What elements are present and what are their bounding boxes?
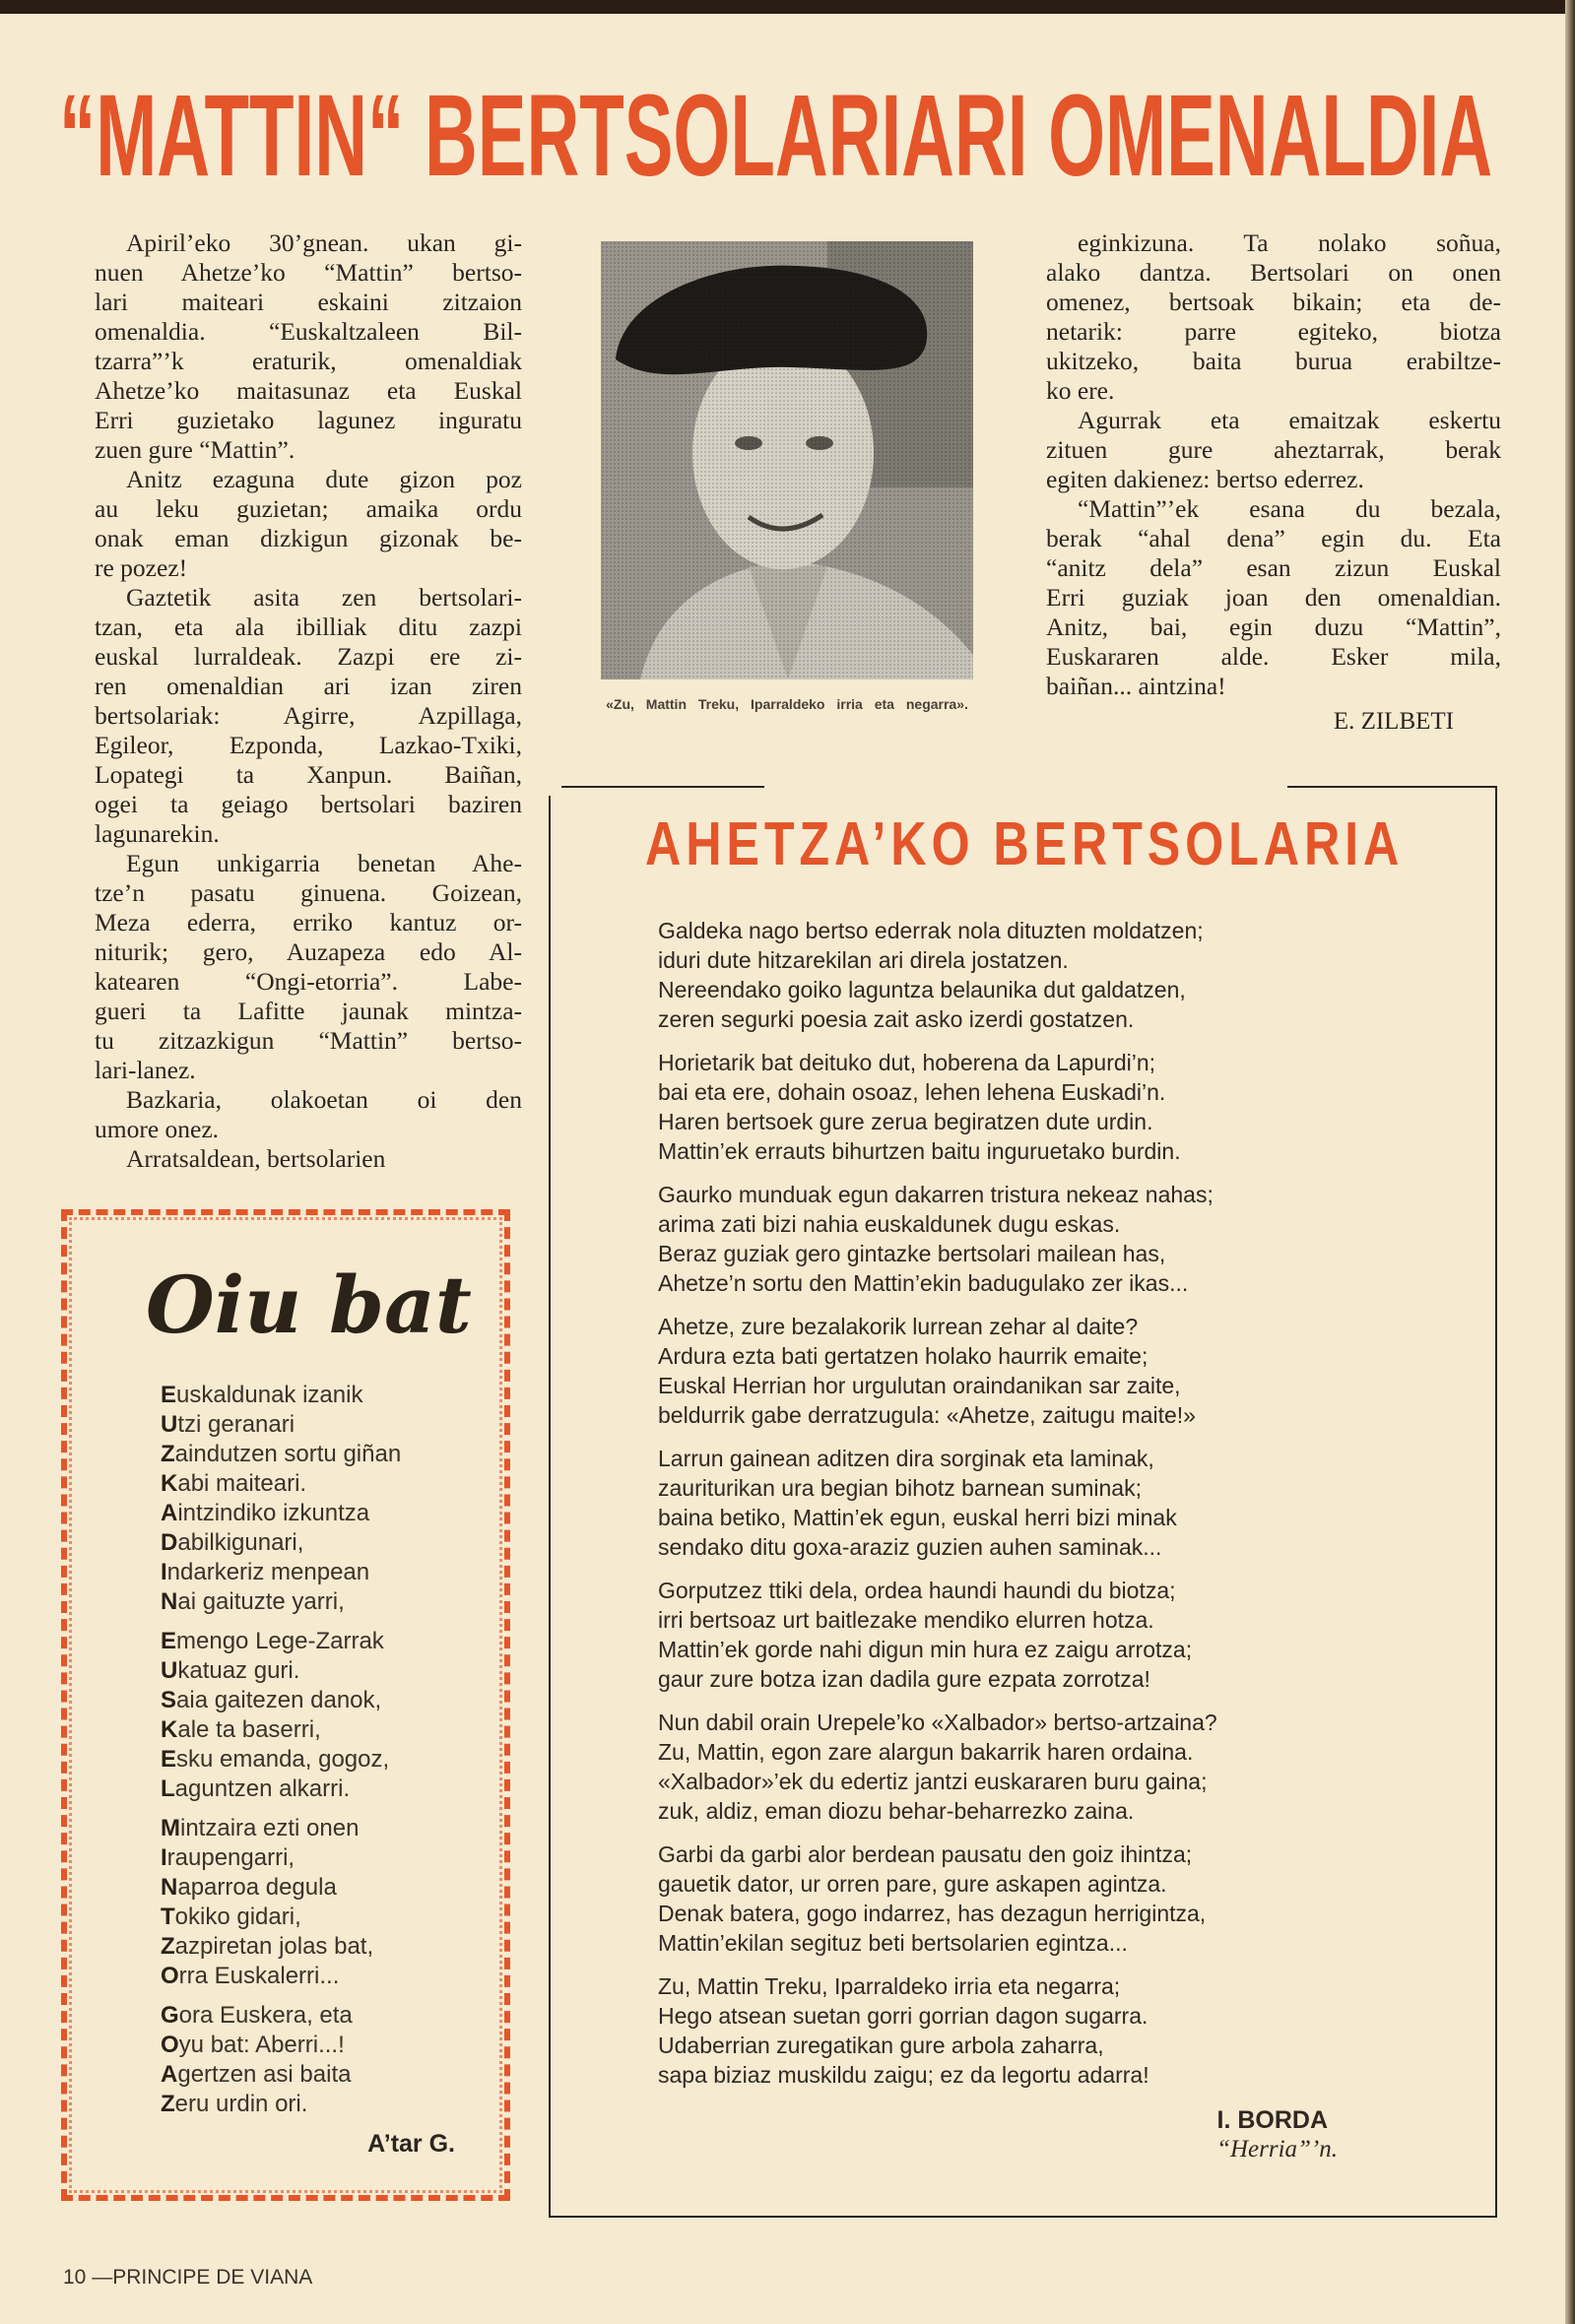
verse-text: aguntzen alkarri. xyxy=(174,1775,351,1802)
verse-line xyxy=(161,1410,504,1440)
text-line: zuen gure “Mattin”. xyxy=(95,435,295,464)
text-line: Gaztetik asita zen bertsolari- xyxy=(126,583,522,612)
verse-text: ale ta baserri, xyxy=(177,1716,321,1743)
verse-line xyxy=(161,1656,504,1686)
text-line: Lopategi ta Xanpun. Baiñan, xyxy=(95,760,522,789)
photo-block xyxy=(552,241,1022,713)
stanza xyxy=(658,1312,1456,1430)
verse-line: irri bertsoaz urt baitlezake mendiko elurren hotza. xyxy=(658,1607,1154,1633)
verse-line: Hego atsean suetan gorri gorrian dagon sugarra. xyxy=(658,2003,1148,2029)
verse-line xyxy=(161,1440,504,1469)
acrostic-initial: O xyxy=(161,2032,179,2058)
poem-source: “Herria”’n. xyxy=(1216,2136,1338,2163)
verse-text: tzi geranari xyxy=(177,1411,295,1438)
verse-line: Galdeka nago bertso ederrak nola dituzten moldatzen; xyxy=(658,918,1204,943)
verse-text: okiko gidari, xyxy=(174,1904,301,1930)
verse-line: Gaurko munduak egun dakarren tristura nekeaz nahas; xyxy=(658,1182,1214,1207)
verse-line xyxy=(161,1715,504,1745)
verse-line: zuk, aldiz, eman diozu behar-beharrezko zaina. xyxy=(658,1798,1135,1824)
verse-text: katuaz guri. xyxy=(177,1657,300,1684)
acrostic-initial: A xyxy=(161,2061,178,2088)
verse-line xyxy=(161,1903,504,1932)
acrostic-initial: N xyxy=(161,1874,178,1901)
text-line: Agurrak eta emaitzak eskertu xyxy=(1078,406,1501,434)
verse-line xyxy=(161,1499,504,1528)
poem-box-left-rule xyxy=(549,796,551,2218)
poem-box-bottom-rule xyxy=(549,2216,1497,2218)
verse-line: Zu, Mattin Treku, Iparraldeko irria eta negarra; xyxy=(658,1973,1121,1999)
poem-signature xyxy=(658,2105,1456,2164)
verse-line: Mattin’ek errauts bihurtzen baitu inguruetako burdin. xyxy=(658,1138,1181,1164)
text-line: Bazkaria, olakoetan oi den xyxy=(126,1085,522,1114)
acrostic-initial: Z xyxy=(161,1933,175,1960)
stanza xyxy=(161,2001,504,2119)
text-line: eginkizuna. Ta nolako soñua, xyxy=(1078,228,1501,257)
acrostic-initial: I xyxy=(161,1559,167,1585)
text-line: Anitz, bai, egin duzu “Mattin”, xyxy=(1046,613,1501,641)
text-line: ko ere. xyxy=(1046,376,1115,405)
acrostic-initial: A xyxy=(161,1500,178,1526)
text-line: au leku guzietan; amaika ordu xyxy=(95,494,522,523)
verse-line: sendako ditu goxa-araziz guzien auhen saminak... xyxy=(658,1534,1162,1560)
text-line: ren omenaldian ari izan ziren xyxy=(95,672,522,700)
verse-line: Nereendako goiko laguntza belaunika dut galdatzen, xyxy=(658,977,1186,1002)
verse-line: Udaberrian zuregatikan gure arbola zaharra, xyxy=(658,2033,1104,2058)
verse-line xyxy=(161,1469,504,1499)
verse-line: Garbi da garbi alor berdean pausatu den goiz ihintza; xyxy=(658,1841,1193,1867)
acrostic-initial: K xyxy=(161,1716,178,1743)
sidebar-poem-box xyxy=(61,1209,510,2201)
text-line: gueri ta Lafitte jaunak mintza- xyxy=(95,997,522,1025)
verse-line: baina betiko, Mattin’ek egun, euskal herri bizi minak xyxy=(658,1505,1177,1530)
acrostic-initial: S xyxy=(161,1687,177,1713)
verse-text: mengo Lege-Zarrak xyxy=(176,1628,384,1654)
verse-line: Nun dabil orain Urepele’ko «Xalbador» bertso-artzaina? xyxy=(658,1710,1217,1735)
publication-name: —PRINCIPE DE VIANA xyxy=(92,2266,313,2289)
acrostic-initial: Z xyxy=(161,1441,175,1467)
text-line: zituen gure aheztarrak, berak xyxy=(1046,435,1501,464)
verse-line xyxy=(161,2090,504,2119)
text-line: niturik; gero, Auzapeza edo Al- xyxy=(95,937,522,966)
acrostic-initial: E xyxy=(161,1382,177,1408)
verse-text: ai gaituzte yarri, xyxy=(177,1588,345,1615)
verse-text: abi maiteari. xyxy=(177,1470,307,1497)
verse-line xyxy=(161,1745,504,1775)
verse-text: aia gaitezen danok, xyxy=(176,1687,382,1713)
verse-line xyxy=(161,1627,504,1656)
verse-line: Ardura ezta bati gertatzen holako haurrik emaite; xyxy=(658,1343,1148,1369)
stanza xyxy=(658,1971,1456,2090)
stanza xyxy=(658,1708,1456,1826)
text-line: bertsolariak: Agirre, Azpillaga, xyxy=(95,701,522,730)
sidebar-poem-title: Oiu bat xyxy=(146,1259,472,1351)
scan-top-edge xyxy=(0,0,1575,14)
verse-line: Denak batera, gogo indarrez, has dezagun herrigintza, xyxy=(658,1901,1207,1926)
verse-line: arima zati bizi nahia euskaldunek dugu eskas. xyxy=(658,1211,1121,1237)
verse-text: ndarkeriz menpean xyxy=(166,1559,370,1585)
text-line: nuen Ahetze’ko “Mattin” bertso- xyxy=(95,258,522,287)
text-line: Apiril’eko 30’gnean. ukan gi- xyxy=(126,228,522,257)
text-line: netarik: parre egiteko, biotza xyxy=(1046,317,1501,346)
text-line: berak “ahal dena” egin du. Eta xyxy=(1046,524,1501,552)
verse-line: Gorputzez ttiki dela, ordea haundi haundi du biotza; xyxy=(658,1578,1176,1603)
verse-line: gauetik dator, ur orren pare, gure askapen agintza. xyxy=(658,1871,1167,1897)
verse-text: aindutzen sortu giñan xyxy=(174,1441,402,1467)
text-line: umore onez. xyxy=(95,1115,220,1143)
verse-line: iduri dute hitzarekilan ari direla jostatzen. xyxy=(658,947,1069,973)
verse-line: beldurrik gabe derratzugula: «Ahetze, zaitugu maite!» xyxy=(658,1402,1196,1428)
acrostic-initial: K xyxy=(161,1470,178,1497)
stanza xyxy=(161,1627,504,1804)
article-author: E. ZILBETI xyxy=(1333,708,1454,735)
text-line: “Mattin”’ek esana du bezala, xyxy=(1078,494,1501,523)
verse-line xyxy=(161,1528,504,1558)
verse-text: sku emanda, gogoz, xyxy=(176,1746,390,1773)
text-line: euskal lurraldeak. Zazpi ere zi- xyxy=(95,642,522,671)
verse-line xyxy=(161,1558,504,1587)
text-line: egiten dakienez: bertso ederrez. xyxy=(1046,465,1364,493)
poem-box-top-rule-right xyxy=(1287,786,1496,788)
acrostic-initial: U xyxy=(161,1411,178,1438)
text-line: tu zitzazkigun “Mattin” bertso- xyxy=(95,1026,522,1055)
stanza xyxy=(161,1381,504,1617)
verse-line: bai eta ere, dohain osoaz, lehen lehena Euskadi’n. xyxy=(658,1079,1166,1105)
text-line: Anitz ezaguna dute gizon poz xyxy=(126,465,522,493)
stanza xyxy=(658,1576,1456,1694)
verse-text: aparroa degula xyxy=(177,1874,337,1901)
text-line: lagunarekin. xyxy=(95,819,220,848)
verse-text: azpiretan jolas bat, xyxy=(174,1933,374,1960)
verse-line: Ahetze, zure bezalakorik lurrean zehar al daite? xyxy=(658,1314,1139,1339)
verse-line: Haren bertsoek gure zerua begiratzen dute urdin. xyxy=(658,1109,1153,1134)
verse-text: uskaldunak izanik xyxy=(176,1382,363,1408)
page-number: 10 xyxy=(63,2266,87,2289)
acrostic-initial: D xyxy=(161,1529,178,1556)
text-line: lari maiteari eskaini zitzaion xyxy=(95,288,522,316)
verse-line xyxy=(161,1873,504,1903)
verse-text: intzaira ezti onen xyxy=(180,1815,360,1841)
text-line: Erri guzietako lagunez inguratu xyxy=(95,406,522,434)
poem-author: I. BORDA xyxy=(1216,2106,1328,2134)
stanza xyxy=(658,1444,1456,1562)
verse-line: Mattin’ekilan segituz beti bertsolarien egintza... xyxy=(658,1930,1128,1956)
verse-text: eru urdin ori. xyxy=(174,2091,308,2117)
verse-line xyxy=(161,2031,504,2060)
text-line: tzan, eta ala ibilliak ditu zazpi xyxy=(95,613,522,641)
verse-line xyxy=(161,1686,504,1715)
verse-text: rra Euskalerri... xyxy=(178,1963,340,1989)
verse-line: zauriturikan ura begian bihotz barnean suminak; xyxy=(658,1475,1142,1501)
verse-line xyxy=(161,1843,504,1873)
verse-line: Zu, Mattin, egon zare alargun bakarrik haren ordaina. xyxy=(658,1739,1194,1765)
text-line: baiñan... aintzina! xyxy=(1046,672,1226,700)
verse-line: Ahetze’n sortu den Mattin’ekin badugulako zer ikas... xyxy=(658,1270,1189,1296)
text-line: “anitz dela” esan zizun Euskal xyxy=(1046,553,1501,582)
text-line: ukitzeko, baita burua erabiltze- xyxy=(1046,347,1501,375)
verse-line: sapa biziaz muskildu zaigu; ez da legortu adarra! xyxy=(658,2062,1149,2088)
poem-box-top-rule-left xyxy=(561,786,764,788)
stanza xyxy=(161,1814,504,1991)
verse-line: Horietarik bat deituko dut, hoberena da Lapurdi’n; xyxy=(658,1050,1156,1075)
text-line: Euskararen alde. Esker mila, xyxy=(1046,642,1501,671)
text-line: katearen “Ongi-etorria”. Labe- xyxy=(95,967,522,996)
sidebar-poem-body xyxy=(161,1381,504,2119)
verse-text: gertzen asi baita xyxy=(177,2061,352,2088)
text-line: Egun unkigarria benetan Ahe- xyxy=(126,849,522,877)
acrostic-initial: E xyxy=(161,1746,177,1773)
verse-text: raupengarri, xyxy=(166,1844,295,1871)
text-line: omenez, bertsoak bikain; eta de- xyxy=(1046,288,1501,316)
poem-body xyxy=(658,916,1456,2164)
stanza xyxy=(658,1840,1456,1958)
scan-right-edge xyxy=(1565,0,1575,2324)
acrostic-initial: O xyxy=(161,1963,179,1989)
verse-line xyxy=(161,2001,504,2031)
text-line: Ahetze’ko maitasunaz eta Euskal xyxy=(95,376,522,405)
poem-title: AHETZA’KO BERTSOLARIA xyxy=(645,810,1405,878)
acrostic-initial: N xyxy=(161,1588,178,1615)
poem-box-right-rule xyxy=(1495,786,1497,2218)
verse-line: Larrun gainean aditzen dira sorginak eta laminak, xyxy=(658,1446,1154,1471)
text-line: omenaldia. “Euskaltzaleen Bil- xyxy=(95,317,522,346)
text-line: re pozez! xyxy=(95,553,188,582)
acrostic-initial: E xyxy=(161,1628,177,1654)
text-line: tze’n pasatu ginuena. Goizean, xyxy=(95,878,522,907)
text-line: Arratsaldean, bertsolarien xyxy=(126,1144,386,1173)
page-footer xyxy=(63,2265,312,2291)
verse-line xyxy=(161,1814,504,1843)
portrait-photo xyxy=(601,241,973,679)
text-line: ogei ta geiago bertsolari baziren xyxy=(95,790,522,818)
article-left-column xyxy=(95,228,522,1174)
acrostic-initial: T xyxy=(161,1904,175,1930)
article-right-column xyxy=(1046,228,1501,737)
verse-line xyxy=(161,1381,504,1410)
verse-text: ora Euskera, eta xyxy=(178,2002,353,2029)
stanza xyxy=(658,916,1456,1034)
acrostic-initial: U xyxy=(161,1657,178,1684)
verse-text: yu bat: Aberri...! xyxy=(178,2032,345,2058)
verse-line xyxy=(161,1962,504,1991)
verse-line: Euskal Herrian hor urgulutan oraindanikan sar zaite, xyxy=(658,1373,1181,1398)
text-line: Meza ederra, erriko kantuz or- xyxy=(95,908,522,936)
text-line: Erri guziak joan den omenaldian. xyxy=(1046,583,1501,612)
verse-line: «Xalbador»’ek du edertiz jantzi euskararen buru gaina; xyxy=(658,1769,1208,1794)
verse-line: zeren segurki poesia zait asko izerdi gostatzen. xyxy=(658,1006,1135,1032)
page-title: “MATTIN“ BERTSOLARIARI OMENALDIA xyxy=(59,71,1493,201)
sidebar-poem-author: A’tar G. xyxy=(367,2130,455,2158)
verse-line xyxy=(161,1932,504,1962)
verse-text: intzindiko izkuntza xyxy=(177,1500,370,1526)
verse-line xyxy=(161,1587,504,1617)
acrostic-initial: Z xyxy=(161,2091,175,2117)
text-line: lari-lanez. xyxy=(95,1056,196,1084)
verse-text: abilkigunari, xyxy=(177,1529,304,1556)
text-line: Egileor, Ezponda, Lazkao-Txiki, xyxy=(95,731,522,759)
verse-line: Beraz guziak gero gintazke bertsolari mailean has, xyxy=(658,1241,1166,1266)
acrostic-initial: M xyxy=(161,1815,180,1841)
text-line: onak eman dizkigun gizonak be- xyxy=(95,524,522,552)
text-line: tzarra”’k eraturik, omenaldiak xyxy=(95,347,522,375)
acrostic-initial: I xyxy=(161,1844,167,1871)
sidebar-poem-content xyxy=(67,1251,504,2159)
verse-line: Mattin’ek gorde nahi digun min hura ez zaigu arrotza; xyxy=(658,1637,1193,1662)
text-line: alako dantza. Bertsolari on onen xyxy=(1046,258,1501,287)
verse-line xyxy=(161,1775,504,1804)
photo-caption: «Zu, Mattin Treku, Iparraldeko irria eta negarra». xyxy=(606,696,968,712)
stanza xyxy=(658,1048,1456,1166)
verse-line: gaur zure botza izan dadila gure ezpata zorrotza! xyxy=(658,1666,1150,1692)
acrostic-initial: L xyxy=(161,1775,175,1802)
verse-line xyxy=(161,2060,504,2090)
stanza xyxy=(658,1180,1456,1298)
acrostic-initial: G xyxy=(161,2002,179,2029)
